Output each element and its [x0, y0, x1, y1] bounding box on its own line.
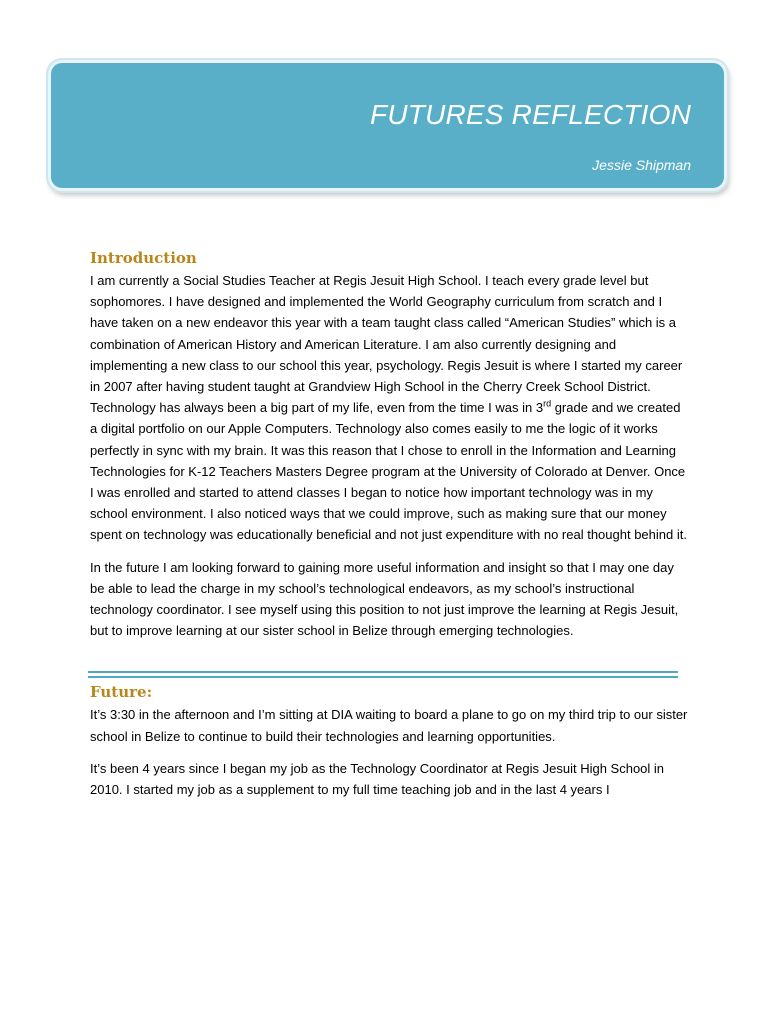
- future-paragraph-1: It’s 3:30 in the afternoon and I’m sitting at DIA waiting to board a plane to go on my third trip to our sister school in Belize to continue to build their technologies and learning opportunities.: [90, 707, 688, 744]
- section-divider: [88, 671, 678, 678]
- author-name: Jessie Shipman: [592, 157, 691, 173]
- introduction-paragraph-2: In the future I am looking forward to gaining more useful information and insight so that I may one day be able to lead the charge in my school’s technological endeavors, as my school’s instructional technology coordinator. I see myself using this position to not just improve the learning at Regis Jesuit, but to improve learning at our sister school in Belize through emerging technologies.: [90, 559, 679, 639]
- future-paragraph-2: It’s been 4 years since I began my job as the Technology Coordinator at Regis Jesuit High School in 2010. I started my job as a supplement to my full time teaching job and in the last 4 years I: [90, 760, 665, 798]
- intro-p1-text-b: grade and we created a digital portfolio on our Apple Computers. Technology also comes easily to me the logic of it works perfectly in sync with my brain. It was this reason that I chose to enroll in the Information and Learning Technologies for K-12 Teachers Masters Degree program at the University of Colorado at Denver. Once I was enrolled and started to attend classes I began to notice how important technology was in my school environment. I also noticed ways that we could improve, such as making sure that our money spent on technology was educationally beneficial and not just expenditure with no real thought behind it.: [90, 400, 687, 543]
- future-heading: Future:: [90, 683, 153, 702]
- introduction-paragraph-1: [90, 270, 690, 546]
- document-title: FUTURES REFLECTION: [370, 99, 691, 130]
- introduction-heading: Introduction: [90, 249, 197, 267]
- title-banner: [48, 60, 727, 191]
- ordinal-suffix: rd: [543, 398, 552, 409]
- intro-p1-text-a: I am currently a Social Studies Teacher at Regis Jesuit High School. I teach every grade level but sophomores. I have designed and implemented the World Geography curriculum from scratch and I have taken on a new endeavor this year with a team taught class called “American Studies” which is a combination of American History and American Literature. I am also currently designing and implementing a new class to our school this year, psychology. Regis Jesuit is where I started my career in 2007 after having student taught at Grandview High School in the Cherry Creek School District. Technology has always been a big part of my life, even from the time I was in 3: [90, 273, 683, 416]
- document-body: [90, 246, 690, 811]
